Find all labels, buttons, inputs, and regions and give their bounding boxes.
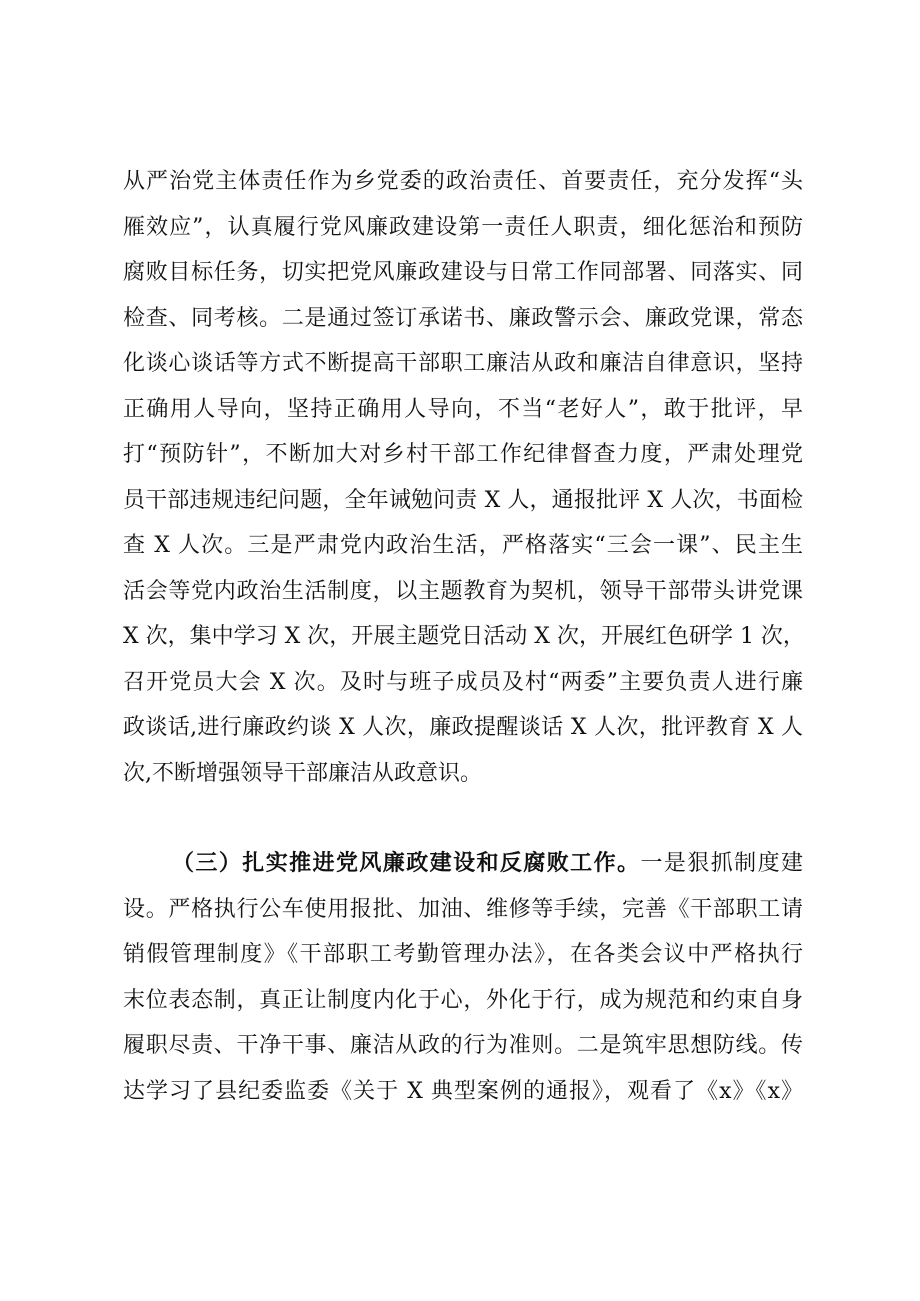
paragraph-line: 雁效应”，认真履行党风廉政建设第一责任人职责，细化惩治和预防	[123, 214, 803, 240]
paragraph-line: 化谈心谈话等方式不断提高干部职工廉洁从政和廉洁自律意识，坚持	[123, 351, 803, 376]
body-paragraph-anticorruption	[123, 841, 803, 1114]
paragraph-line-continuation: 一是狠抓制度建	[640, 851, 803, 876]
paragraph-line: 活会等党内政治生活制度，以主题教育为契机，领导干部带头讲党课	[123, 578, 803, 604]
paragraph-line: 打“预防针”，不断加大对乡村干部工作纪律督查力度，严肃处理党	[123, 442, 803, 467]
paragraph-line: 次,不断增强领导干部廉洁从政意识。	[123, 760, 482, 786]
paragraph-first-line	[123, 841, 803, 887]
paragraph-line: 查 X 人次。三是严肃党内政治生活，严格落实“三会一课”、民主生	[123, 533, 803, 558]
paragraph-line: 召开党员大会 X 次。及时与班子成员及村“两委”主要负责人进行廉	[123, 669, 803, 695]
paragraph-line: 腐败目标任务，切实把党风廉政建设与日常工作同部署、同落实、同	[123, 260, 803, 285]
section-heading: （三）扎实推进党风廉政建设和反腐败工作。	[172, 850, 641, 876]
paragraph-line: 正确用人导向，坚持正确用人导向，不当“老好人”，敢于批评，早	[123, 396, 803, 422]
paragraph-line: 末位表态制，真正让制度内化于心，外化于行，成为规范和约束自身	[123, 987, 803, 1013]
paragraph-line: X 次，集中学习 X 次，开展主题党日活动 X 次，开展红色研学 1 次，	[123, 624, 805, 649]
paragraph-line: 检查、同考核。二是通过签订承诺书、廉政警示会、廉政党课，常态	[123, 305, 803, 331]
body-paragraph-discipline	[123, 159, 803, 796]
paragraph-line: 设。严格执行公车使用报批、加油、维修等手续，完善《干部职工请	[123, 896, 803, 922]
paragraph-line: 员干部违规违纪问题，全年诫勉问责 X 人，通报批评 X 人次，书面检	[123, 487, 803, 513]
paragraph-line: 政谈话,进行廉政约谈 X 人次，廉政提醒谈话 X 人次，批评教育 X 人	[123, 715, 803, 740]
paragraph-line: 从严治党主体责任作为乡党委的政治责任、首要责任，充分发挥“头	[123, 169, 803, 194]
paragraph-line: 履职尽责、干净干事、廉洁从政的行为准则。二是筑牢思想防线。传	[123, 1033, 803, 1058]
paragraph-line: 达学习了县纪委监委《关于 X 典型案例的通报》，观看了《x》《x》	[123, 1078, 803, 1104]
paragraph-line: 销假管理制度》《干部职工考勤管理办法》，在各类会议中严格执行	[123, 942, 803, 967]
